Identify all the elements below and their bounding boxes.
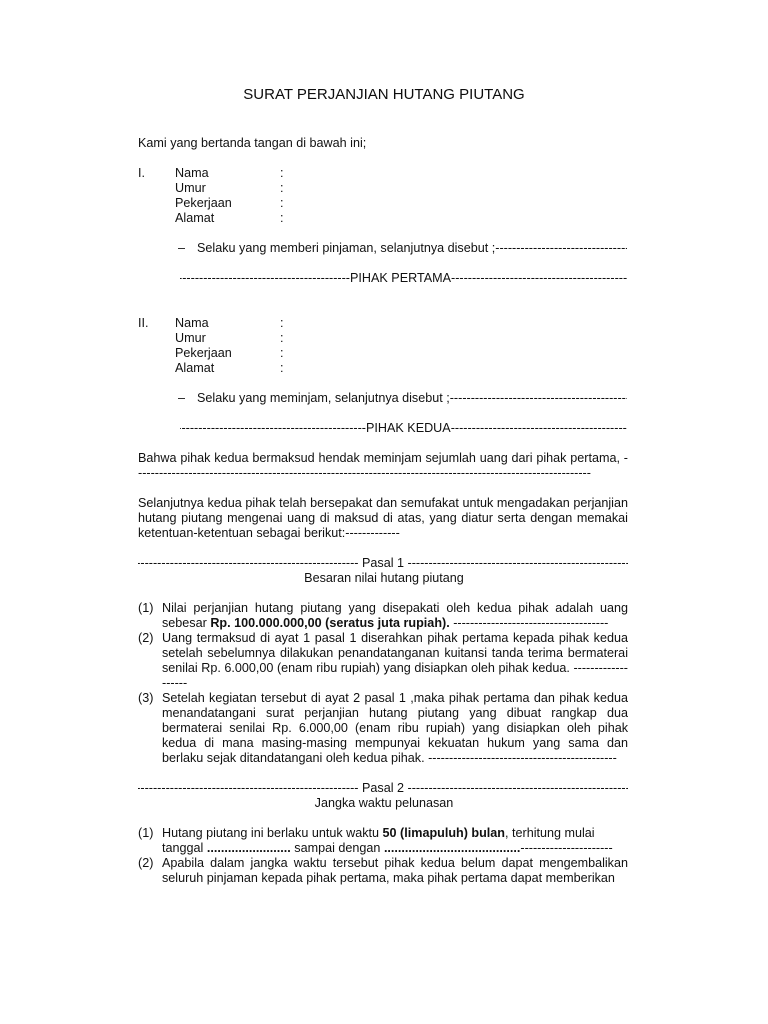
pasal1-heading: Pasal 1 [358, 556, 408, 570]
party2-field-alamat: Alamat : [175, 361, 284, 375]
pasal1-item-3: (3) Setelah kegiatan tersebut di ayat 2 pasal 1 ,maka pihak pertama dan pihak kedua menandatangani surat perjanjian hutang piutang yang dibuat rangkap dua bermaterai senilai Rp. 6.000,00 (enam ribu rupiah) yang disiapkan oleh pihak kedua di mana masing-masing mempunyai kekuatan hukum yang sama dan berlaku sejak ditandatangani oleh kedua pihak. --------------------------------------------- [138, 691, 628, 765]
party2-numeral: II. [138, 316, 149, 330]
party1-field-umur: Umur : [175, 181, 284, 195]
pasal1-subtitle: Besaran nilai hutang piutang [304, 571, 464, 585]
party1-field-alamat: Alamat : [175, 211, 284, 225]
paragraph-maksud-text: Bahwa pihak kedua bermaksud hendak meminjam sejumlah uang dari pihak pertama, ----- [138, 451, 628, 481]
party2-label-line: ----- PIHAK KEDUA ----- [180, 421, 627, 436]
pasal1-item-1: (1) Nilai perjanjian hutang piutang yang disepakati oleh kedua pihak adalah uang sebesar Rp. 100.000.000,00 (seratus juta rupiah). ------------------------------------- [138, 601, 628, 630]
party2-role-line: – Selaku yang meminjam, selanjutnya disebut ; ----- [178, 391, 627, 406]
party1-field-pekerjaan: Pekerjaan : [175, 196, 284, 210]
pasal2-item-1: (1) Hutang piutang ini berlaku untuk waktu 50 (limapuluh) bulan, terhitung mulai tanggal ........................ sampai dengan .......................................---------------------- [138, 826, 628, 856]
pasal2-item-2: (2) Apabila dalam jangka waktu tersebut pihak kedua belum dapat mengembalikan seluruh pinjaman kepada pihak pertama, maka pihak pertama dapat memberikan [138, 856, 628, 885]
pasal2-item-1-line2: tanggal ........................ sampai dengan .......................................---------------------- [162, 841, 613, 855]
party2-field-umur: Umur : [175, 331, 284, 345]
party1-field-nama: Nama : [175, 166, 284, 180]
pasal2-heading: Pasal 2 [358, 781, 408, 795]
pasal2-subtitle: Jangka waktu pelunasan [314, 796, 454, 810]
party2-field-nama: Nama : [175, 316, 284, 330]
party1-role-line: – Selaku yang memberi pinjaman, selanjutnya disebut ; ----- [178, 241, 627, 256]
pasal1-item-2: (2) Uang termaksud di ayat 1 pasal 1 diserahkan pihak pertama kepada pihak kedua setelah sebelumnya dilakukan penandatanganan kuitansi tanda terima bermaterai senilai Rp. 6.000,00 (enam ribu rupiah) yang disiapkan oleh pihak kedua. ------------------- [138, 631, 628, 690]
paragraph-kesepakatan-fill: ------------- [345, 526, 400, 540]
party1-label-line: ----- PIHAK PERTAMA ----- [180, 271, 627, 286]
party1-numeral: I. [138, 166, 145, 180]
pasal1-heading-line [138, 556, 628, 571]
pasal2-heading-line [138, 781, 628, 796]
intro-text: Kami yang bertanda tangan di bawah ini; [138, 136, 367, 150]
paragraph-kesepakatan: Selanjutnya kedua pihak telah bersepakat dan semufakat untuk mengadakan perjanjian hutang piutang mengenai uang di maksud di atas, yang diatur serta dengan memakai ketentuan-ketentuan sebagai berikut:------------- [138, 496, 628, 540]
party2-field-pekerjaan: Pekerjaan : [175, 346, 284, 360]
document-title: SURAT PERJANJIAN HUTANG PIUTANG [243, 86, 525, 103]
